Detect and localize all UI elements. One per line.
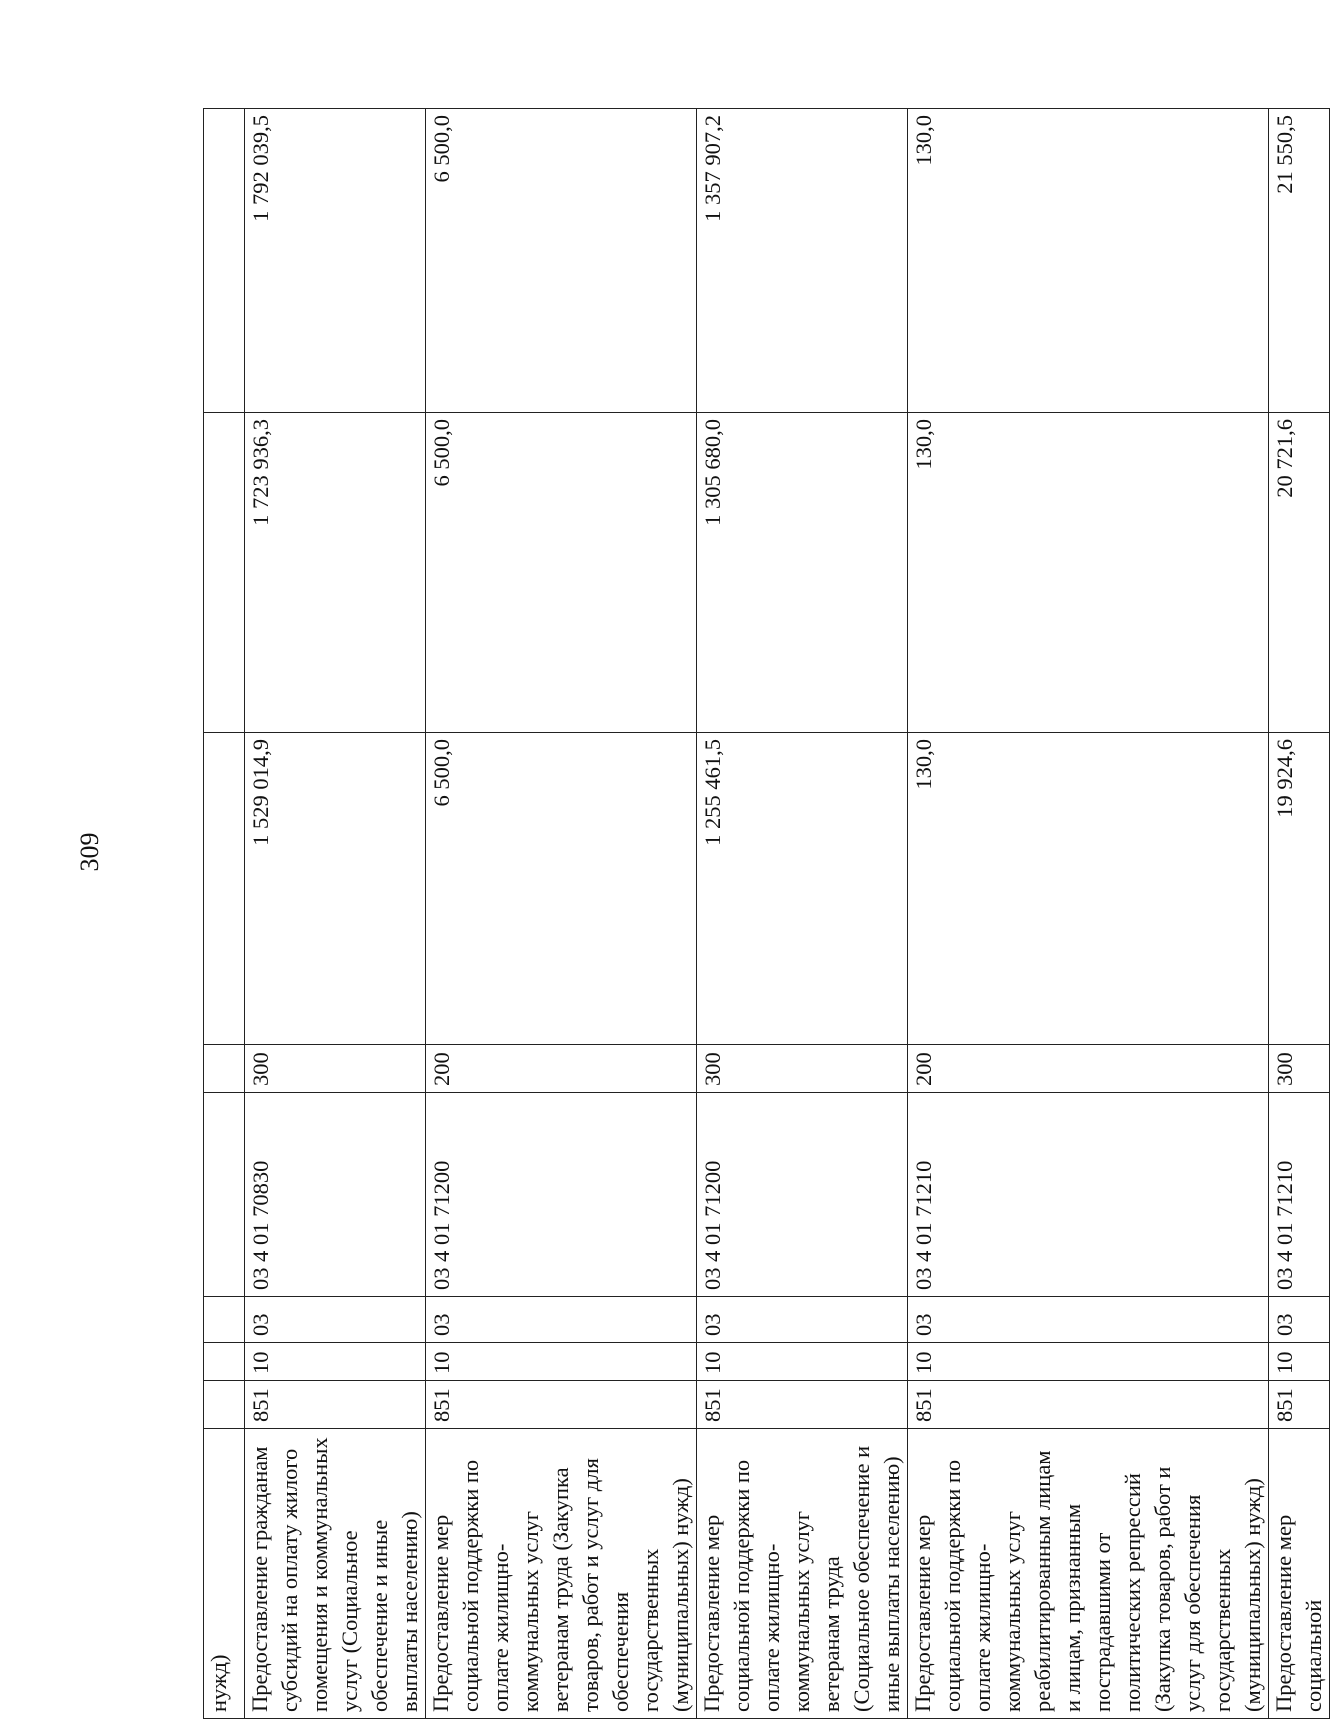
target-article-code: 03 4 01 71200 — [697, 1093, 908, 1297]
expense-type-code: 300 — [1269, 1045, 1330, 1093]
amount-year-1: 1 255 461,5 — [697, 733, 908, 1045]
page-number: 309 — [75, 832, 104, 872]
expense-type-code — [204, 1045, 245, 1093]
table-row — [426, 109, 697, 1719]
ministry-code: 851 — [245, 1381, 426, 1429]
ministry-code — [204, 1381, 245, 1429]
subsection-code: 03 — [245, 1297, 426, 1343]
table-row — [245, 109, 426, 1719]
expense-type-code: 300 — [697, 1045, 908, 1093]
row-description: Предоставление гражданам субсидий на оплату жилого помещения и коммунальных услуг (Социальное обеспечение и иные выплаты населению) — [245, 1429, 426, 1719]
amount-year-2: 1 723 936,3 — [245, 413, 426, 733]
section-code: 10 — [1269, 1343, 1330, 1381]
expense-type-code: 200 — [908, 1045, 1269, 1093]
row-description: Предоставление мер социальной поддержки по оплате жилищно-коммунальных услуг ветеранам труда (Социальное обеспечение и иные выплаты населению) — [697, 1429, 908, 1719]
subsection-code: 03 — [908, 1297, 1269, 1343]
amount-year-2: 20 721,6 — [1269, 413, 1330, 733]
section-code — [204, 1343, 245, 1381]
target-article-code — [204, 1093, 245, 1297]
row-description: Предоставление мер социальной поддержки по оплате жилищно-коммунальных услуг ветеранам труда (Закупка товаров, работ и услуг для обеспечения государственных (муниципальных) нужд) — [426, 1429, 697, 1719]
table-row — [908, 109, 1269, 1719]
amount-year-3: 21 550,5 — [1269, 109, 1330, 413]
subsection-code: 03 — [426, 1297, 697, 1343]
budget-table — [203, 108, 1330, 1719]
target-article-code: 03 4 01 71210 — [1269, 1093, 1330, 1297]
ministry-code: 851 — [1269, 1381, 1330, 1429]
amount-year-2: 1 305 680,0 — [697, 413, 908, 733]
amount-year-3: 1 357 907,2 — [697, 109, 908, 413]
row-description: нужд) — [204, 1429, 245, 1719]
table-body — [204, 109, 1330, 1719]
section-code: 10 — [697, 1343, 908, 1381]
table-row — [204, 109, 245, 1719]
amount-year-1: 6 500,0 — [426, 733, 697, 1045]
amount-year-1 — [204, 733, 245, 1045]
ministry-code: 851 — [697, 1381, 908, 1429]
subsection-code: 03 — [1269, 1297, 1330, 1343]
amount-year-1: 130,0 — [908, 733, 1269, 1045]
ministry-code: 851 — [426, 1381, 697, 1429]
amount-year-1: 1 529 014,9 — [245, 733, 426, 1045]
target-article-code: 03 4 01 70830 — [245, 1093, 426, 1297]
subsection-code — [204, 1297, 245, 1343]
ministry-code: 851 — [908, 1381, 1269, 1429]
row-description: Предоставление мер социальной поддержки по оплате жилищно-коммунальных услуг реабилитированным лицам и лицам, признанным пострадавшими от политических репрессий (Закупка товаров, работ и услуг для обеспечения государственных (муниципальных) нужд) — [908, 1429, 1269, 1719]
amount-year-2: 130,0 — [908, 413, 1269, 733]
section-code: 10 — [426, 1343, 697, 1381]
row-description: Предоставление мер социальной — [1269, 1429, 1330, 1719]
table-row — [697, 109, 908, 1719]
expense-type-code: 300 — [245, 1045, 426, 1093]
table-row — [1269, 109, 1330, 1719]
amount-year-3 — [204, 109, 245, 413]
section-code: 10 — [245, 1343, 426, 1381]
section-code: 10 — [908, 1343, 1269, 1381]
budget-table-rotated — [203, 109, 1326, 1719]
amount-year-3: 6 500,0 — [426, 109, 697, 413]
target-article-code: 03 4 01 71200 — [426, 1093, 697, 1297]
amount-year-2 — [204, 413, 245, 733]
amount-year-3: 130,0 — [908, 109, 1269, 413]
expense-type-code: 200 — [426, 1045, 697, 1093]
target-article-code: 03 4 01 71210 — [908, 1093, 1269, 1297]
subsection-code: 03 — [697, 1297, 908, 1343]
amount-year-1: 19 924,6 — [1269, 733, 1330, 1045]
amount-year-2: 6 500,0 — [426, 413, 697, 733]
amount-year-3: 1 792 039,5 — [245, 109, 426, 413]
